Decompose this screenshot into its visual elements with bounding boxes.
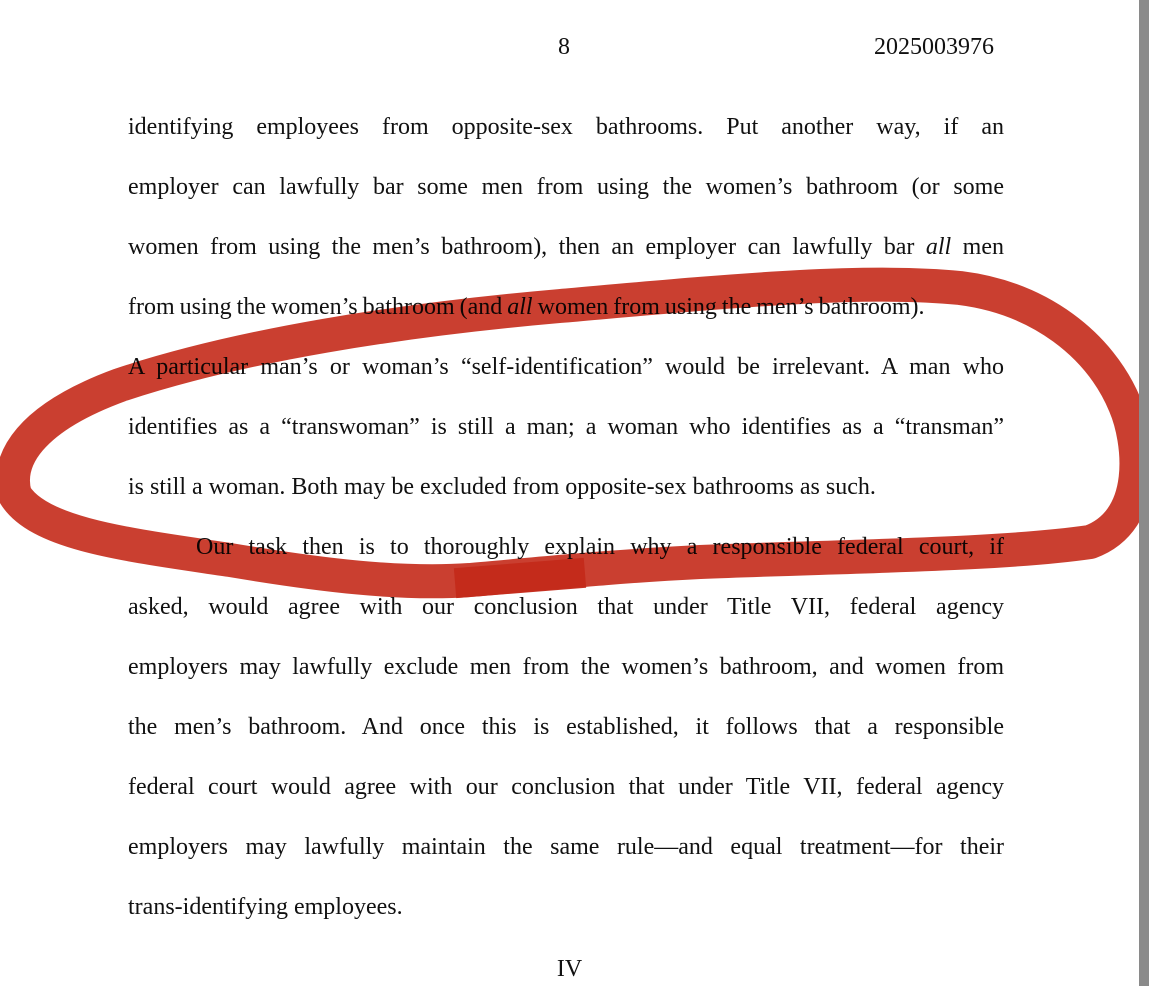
text-line: the men’s bathroom. And once this is established, it follows that a responsible	[128, 714, 1004, 740]
emphasis: all	[507, 294, 533, 320]
text-line: identifying employees from opposite-sex bathrooms. Put another way, if an	[128, 114, 1004, 140]
text-line	[128, 293, 1004, 321]
text-line: A particular man’s or woman’s “self-identification” would be irrelevant. A man who	[128, 354, 1004, 380]
text-run: from using the women’s bathroom (and	[128, 294, 508, 320]
text-line: federal court would agree with our conclusion that under Title VII, federal agency	[128, 774, 1004, 800]
text-run: women from using the men’s bathroom), then an employer can lawfully bar	[128, 234, 926, 260]
text-line: employers may lawfully exclude men from the women’s bathroom, and women from	[128, 654, 1004, 680]
scrollbar[interactable]	[1139, 0, 1149, 986]
text-line: is still a woman. Both may be excluded from opposite-sex bathrooms as such.	[128, 474, 876, 500]
text-line	[128, 233, 1004, 261]
text-line: employers may lawfully maintain the same rule—and equal treatment—for their	[128, 834, 1004, 860]
document-id: 2025003976	[874, 34, 994, 60]
section-heading: IV	[556, 956, 583, 982]
text-line: employer can lawfully bar some men from using the women’s bathroom (or some	[128, 174, 1004, 200]
page-number: 8	[558, 34, 570, 60]
text-run: men	[951, 234, 1005, 260]
text-line: identifies as a “transwoman” is still a man; a woman who identifies as a “transman”	[128, 414, 1004, 440]
text-line: trans-identifying employees.	[128, 894, 403, 920]
text-line: Our task then is to thoroughly explain why a responsible federal court, if	[196, 534, 1004, 560]
text-run: women from using the men’s bathroom).	[532, 294, 925, 320]
emphasis: all	[925, 234, 952, 260]
text-line: asked, would agree with our conclusion that under Title VII, federal agency	[128, 594, 1004, 620]
